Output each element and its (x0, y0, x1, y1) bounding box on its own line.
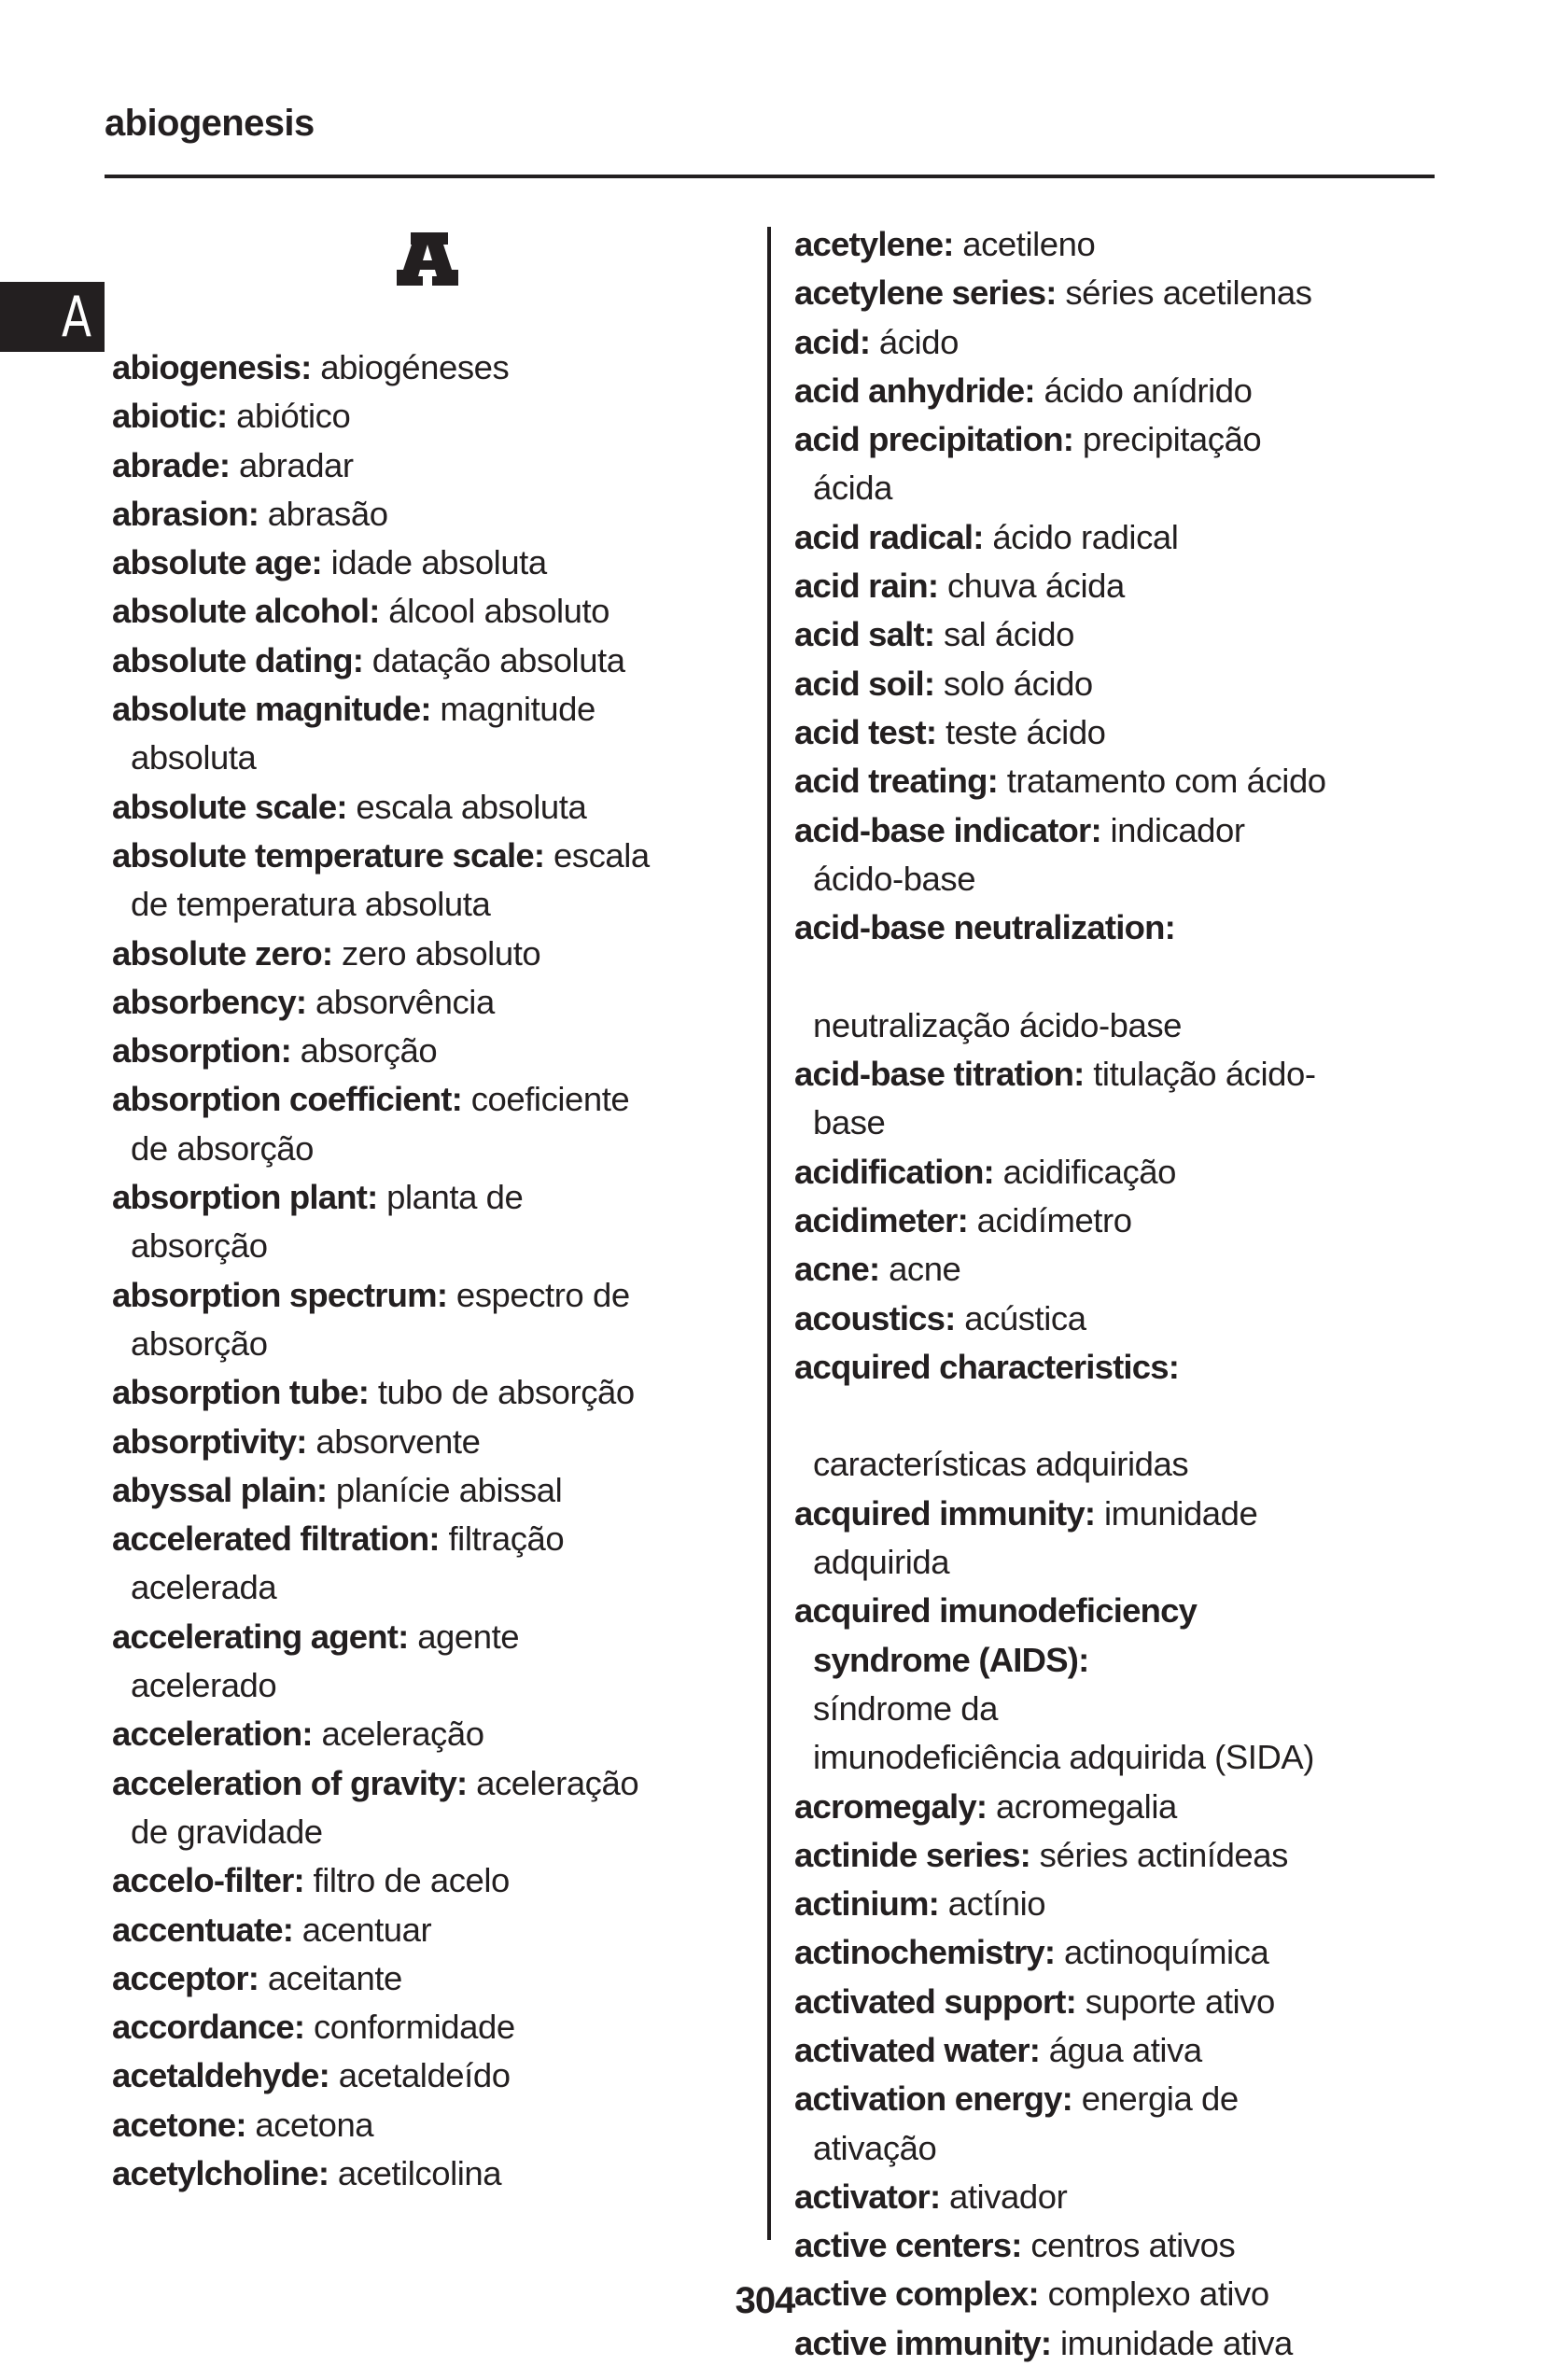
entry-translation: séries actinídeas (1039, 1835, 1288, 1874)
entry-translation: tratamento com ácido (1006, 762, 1326, 801)
dictionary-entry (794, 269, 1466, 317)
entry-translation: conformidade (313, 2008, 515, 2047)
dictionary-entry (794, 1831, 1466, 1880)
entry-term: acidimeter: (794, 1200, 968, 1239)
entry-term: accordance: (112, 2008, 305, 2047)
dictionary-entry (794, 1197, 1466, 1245)
entry-translation: acetaldeído (338, 2056, 511, 2095)
entry-translation: acelerado (131, 1666, 277, 1705)
dictionary-entry (112, 1418, 747, 1466)
entry-translation: acetilcolina (337, 2153, 502, 2192)
entry-translation: ácido (878, 322, 959, 361)
entry-term: acetylene series: (794, 273, 1057, 313)
entry-term: abrasion: (112, 494, 259, 533)
entry-term: acid: (794, 322, 871, 361)
entry-translation: ativação (813, 2128, 937, 2167)
entry-translation: energia de (1081, 2079, 1239, 2119)
header-rule (105, 175, 1435, 178)
dictionary-entry (794, 806, 1466, 904)
dictionary-entry (112, 1271, 747, 1369)
entry-term: actinide series: (794, 1835, 1030, 1874)
entry-term: acid soil: (794, 664, 935, 703)
dictionary-entry (112, 930, 747, 978)
entry-translation: base (813, 1103, 886, 1142)
dictionary-entry (112, 1759, 747, 1857)
entry-term: absorption: (112, 1031, 291, 1071)
dictionary-entry (794, 903, 1466, 1050)
dictionary-entry (112, 1368, 747, 1417)
dictionary-entry (112, 392, 747, 441)
entry-translation: indicador (1110, 810, 1245, 849)
entry-translation: acentuar (301, 1910, 432, 1949)
dictionary-entry (794, 1148, 1466, 1197)
dictionary-entry (794, 1587, 1466, 1782)
entry-term: activated water: (794, 2030, 1041, 2069)
dictionary-entry (112, 978, 747, 1027)
entry-translation: suporte ativo (1085, 1981, 1275, 2021)
entry-translation: aceleração (321, 1715, 484, 1754)
entry-term: abiotic: (112, 397, 228, 436)
entry-term: active centers: (794, 2226, 1022, 2265)
entry-term: acid-base titration: (794, 1055, 1085, 1094)
entry-translation: escala (553, 835, 650, 875)
entry-translation: actinoquímica (1064, 1933, 1269, 1972)
entry-term: absorption coefficient: (112, 1080, 463, 1119)
entry-term: absorption tube: (112, 1373, 370, 1412)
dictionary-entry (794, 1343, 1466, 1490)
dictionary-entry (794, 2075, 1466, 2173)
dictionary-entry (794, 562, 1466, 610)
entry-term: abiogenesis: (112, 348, 312, 386)
dictionary-entry (112, 1027, 747, 1075)
dictionary-entry (112, 539, 747, 587)
entry-translation: filtro de acelo (313, 1861, 510, 1900)
dictionary-entry (112, 1906, 747, 1954)
dictionary-entry (112, 1710, 747, 1758)
entry-translation: planície abissal (335, 1470, 563, 1509)
thumb-index-letter: A (61, 284, 91, 350)
entry-translation: complexo ativo (1047, 2275, 1269, 2314)
dictionary-entry (794, 1978, 1466, 2026)
entry-translation: zero absoluto (341, 933, 541, 973)
entry-translation: tubo de absorção (377, 1373, 635, 1412)
entry-translation: adquirida (813, 1543, 950, 1582)
dictionary-entry (794, 1880, 1466, 1928)
dictionary-entry (794, 2221, 1466, 2270)
entry-term: acromegaly: (794, 1786, 988, 1826)
entry-term: acid salt: (794, 615, 935, 654)
entry-translation: de absorção (131, 1128, 314, 1168)
dictionary-entry (794, 1295, 1466, 1343)
entry-translation: acne (889, 1250, 961, 1289)
dictionary-entry (794, 610, 1466, 659)
entry-term: absolute dating: (112, 640, 364, 679)
entry-translation: acidímetro (976, 1200, 1132, 1239)
dictionary-entry (794, 708, 1466, 757)
dictionary-entry (112, 343, 747, 392)
entry-translation: acetona (255, 2105, 374, 2144)
entry-term: absolute age: (112, 543, 322, 582)
entry-translation: séries acetilenas (1065, 273, 1312, 313)
dictionary-entry (112, 637, 747, 685)
entry-translation: de gravidade (131, 1812, 323, 1851)
entry-translation: acidificação (1002, 1152, 1176, 1191)
entry-term: acid-base indicator: (794, 810, 1101, 849)
dictionary-entry (112, 1954, 747, 2003)
dictionary-entry (794, 660, 1466, 708)
entry-term: actinochemistry: (794, 1933, 1056, 1972)
entry-term: acceptor: (112, 1958, 259, 1997)
entry-translation: abrasão (267, 494, 388, 533)
entry-translation: idade absoluta (330, 543, 547, 582)
entry-term: acquired imunodeficiency (794, 1591, 1198, 1631)
thumb-index-tab (0, 282, 105, 352)
entry-translation: agente (417, 1617, 520, 1656)
dictionary-entry (794, 1928, 1466, 1977)
entry-translation: neutralização ácido-base (813, 1005, 1183, 1044)
dictionary-entry (112, 1613, 747, 1711)
entry-translation: água ativa (1048, 2030, 1202, 2069)
entry-translation: acromegalia (995, 1786, 1177, 1826)
entry-translation: aceleração (476, 1763, 639, 1802)
entry-term: acetone: (112, 2105, 246, 2144)
entry-term: absolute alcohol: (112, 592, 380, 631)
dictionary-entry (794, 2319, 1466, 2368)
entry-translation: absorção (131, 1226, 268, 1266)
dictionary-entry (112, 490, 747, 539)
dictionary-entry (794, 1050, 1466, 1148)
dictionary-entry (112, 1075, 747, 1173)
entry-translation: abiogéneses (320, 348, 510, 386)
entry-translation: características adquiridas (813, 1445, 1189, 1484)
dictionary-entry (112, 587, 747, 636)
entry-term: acid test: (794, 712, 937, 751)
entry-term: acid radical: (794, 517, 984, 556)
dictionary-entry (112, 2149, 747, 2198)
section-letter-a-icon (397, 232, 458, 286)
entry-translation: acústica (964, 1298, 1086, 1337)
dictionary-entry (112, 2003, 747, 2051)
entry-term: absolute magnitude: (112, 690, 431, 729)
dictionary-entry (112, 1466, 747, 1515)
entry-term: absorption spectrum: (112, 1275, 448, 1314)
entry-translation: planta de (386, 1178, 524, 1217)
dictionary-entry (112, 2051, 747, 2100)
dictionary-entry (794, 415, 1466, 513)
entry-term: acid treating: (794, 762, 998, 801)
entry-translation: absorvente (315, 1421, 481, 1461)
entry-term: active immunity: (794, 2323, 1052, 2362)
entry-term: acid-base neutralization: (794, 908, 1175, 947)
entry-translation: centros ativos (1030, 2226, 1236, 2265)
dictionary-entry (112, 1515, 747, 1613)
entry-term: acceleration: (112, 1715, 313, 1754)
dictionary-entry (794, 318, 1466, 367)
dictionary-entry (112, 783, 747, 832)
entry-term: abyssal plain: (112, 1470, 328, 1509)
dictionary-entry (794, 2026, 1466, 2075)
right-column (794, 220, 1466, 2368)
entry-term: acne: (794, 1250, 880, 1289)
entry-translation: imunidade ativa (1059, 2323, 1293, 2362)
dictionary-entry (112, 2101, 747, 2149)
entry-term: acetylene: (794, 225, 954, 263)
page-number-text: 304 (735, 2280, 795, 2321)
entry-translation: aceitante (267, 1958, 402, 1997)
entry-translation: absorção (131, 1323, 268, 1363)
entry-translation: ácido-base (813, 859, 976, 898)
entry-translation: de temperatura absoluta (131, 885, 491, 924)
entry-translation: ácido radical (992, 517, 1179, 556)
entry-translation: chuva ácida (946, 567, 1125, 606)
entry-translation: absoluta (131, 738, 257, 777)
dictionary-entry (794, 513, 1466, 562)
entry-term: acoustics: (794, 1298, 956, 1337)
entry-term: absorbency: (112, 982, 307, 1021)
dictionary-entry (112, 441, 747, 490)
entry-translation: ácida (813, 469, 893, 508)
entry-term: activation energy: (794, 2079, 1072, 2119)
entry-translation: sal ácido (943, 615, 1074, 654)
entry-translation: magnitude (440, 690, 595, 729)
dictionary-entry (794, 1490, 1466, 1588)
entry-translation: abradar (238, 445, 354, 484)
entry-term: active complex: (794, 2275, 1039, 2314)
dictionary-entry (794, 220, 1466, 269)
entry-term: acid rain: (794, 567, 939, 606)
running-head: abiogenesis (105, 103, 315, 144)
column-divider (767, 227, 771, 2240)
dictionary-entry (112, 1856, 747, 1905)
entry-translation: actínio (947, 1884, 1046, 1924)
entry-translation: filtração (448, 1519, 565, 1559)
left-column (112, 343, 747, 2198)
entry-term: acid anhydride: (794, 371, 1035, 410)
entry-term: acquired characteristics: (794, 1347, 1180, 1386)
entry-translation: acetileno (962, 225, 1096, 263)
dictionary-entry (794, 757, 1466, 805)
entry-translation: ativador (949, 2177, 1068, 2216)
entry-translation: abiótico (236, 397, 351, 436)
entry-translation: absorção (300, 1031, 438, 1071)
entry-term: absorptivity: (112, 1421, 307, 1461)
dictionary-entry (794, 1783, 1466, 1831)
entry-term: accelerated filtration: (112, 1519, 440, 1559)
dictionary-entry (794, 1245, 1466, 1294)
entry-term: acid precipitation: (794, 420, 1074, 459)
entry-term: absolute temperature scale: (112, 835, 545, 875)
entry-term: acetaldehyde: (112, 2056, 330, 2095)
entry-term: acquired immunity: (794, 1493, 1096, 1533)
entry-translation: datação absoluta (371, 640, 625, 679)
entry-translation: imunidade (1103, 1493, 1258, 1533)
entry-translation: acelerada (131, 1568, 277, 1607)
entry-term: actinium: (794, 1884, 940, 1924)
entry-term: activated support: (794, 1981, 1076, 2021)
entry-term: absorption plant: (112, 1178, 378, 1217)
entry-term: absolute zero: (112, 933, 333, 973)
entry-translation: espectro de (455, 1275, 630, 1314)
entry-translation: escala absoluta (356, 787, 587, 826)
dictionary-entry (794, 367, 1466, 415)
entry-term: accelerating agent: (112, 1617, 409, 1656)
entry-translation: ácido anídrido (1044, 371, 1253, 410)
entry-term: acidification: (794, 1152, 994, 1191)
entry-term: accelo-filter: (112, 1861, 304, 1900)
entry-translation: teste ácido (945, 712, 1106, 751)
entry-translation: precipitação (1082, 420, 1262, 459)
entry-translation: síndrome da (813, 1688, 998, 1728)
entry-translation: solo ácido (943, 664, 1093, 703)
entry-term: acceleration of gravity: (112, 1763, 468, 1802)
dictionary-entry (112, 832, 747, 930)
entry-translation: álcool absoluto (388, 592, 610, 631)
entry-translation: titulação ácido- (1093, 1055, 1316, 1094)
entry-term: absolute scale: (112, 787, 347, 826)
entry-term: accentuate: (112, 1910, 294, 1949)
dictionary-entry (794, 2173, 1466, 2221)
entry-translation: imunodeficiência adquirida (SIDA) (813, 1738, 1314, 1777)
entry-term: abrade: (112, 445, 231, 484)
entry-term: acetylcholine: (112, 2153, 329, 2192)
entry-translation: absorvência (315, 982, 495, 1021)
dictionary-entry (112, 685, 747, 783)
entry-translation: coeficiente (470, 1080, 630, 1119)
entry-term: activator: (794, 2177, 941, 2216)
entry-term-continued: syndrome (AIDS): (813, 1640, 1089, 1679)
page-number (0, 2277, 1541, 2324)
dictionary-entry (112, 1173, 747, 1271)
